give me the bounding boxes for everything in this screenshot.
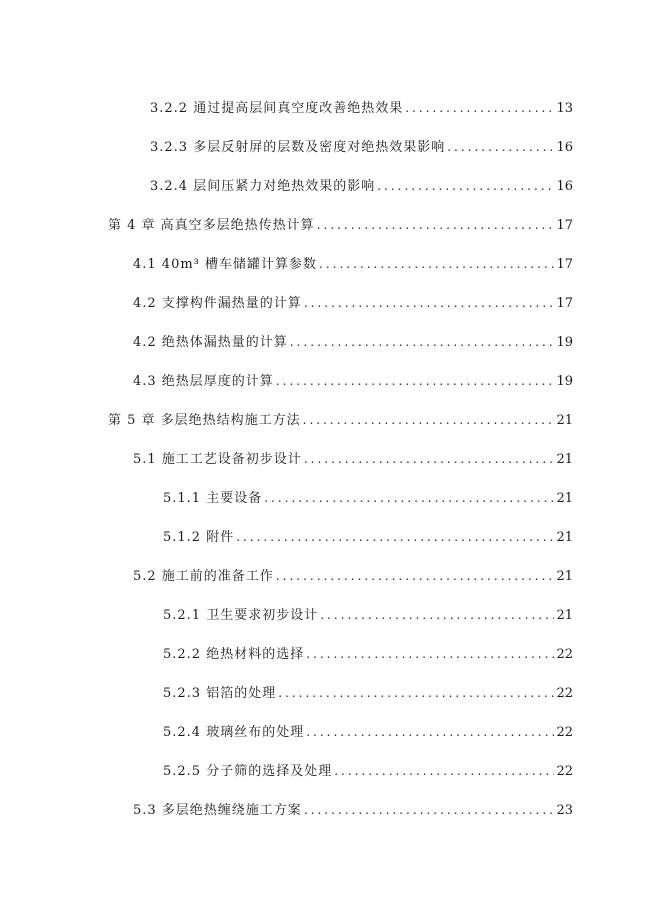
toc-entry-4-3[interactable] [133,372,573,391]
toc-leader-dots [317,216,555,234]
toc-label: 4.2 绝热体漏热量的计算 [133,335,288,350]
toc-entry-5-1-2[interactable] [163,528,573,547]
toc-leader-dots [278,684,554,702]
toc-page-number: 21 [556,413,573,428]
toc-entry-5-1[interactable] [133,450,573,469]
toc-page-number: 16 [556,140,573,155]
toc-leader-dots [236,528,554,546]
toc-page-number: 21 [556,569,573,584]
toc-label: 5.2.4 玻璃丝布的处理 [163,725,305,740]
toc-label: 3.2.3 多层反射屏的层数及密度对绝热效果影响 [150,140,446,155]
toc-label: 第 4 章 高真空多层绝热传热计算 [108,218,315,233]
toc-entry-5-2-3[interactable] [163,684,573,703]
toc-leader-dots [276,567,555,585]
toc-leader-dots [334,762,554,780]
toc-label: 4.2 支撑构件漏热量的计算 [133,296,302,311]
toc-page-number: 21 [556,608,573,623]
toc-page-number: 16 [556,179,573,194]
toc-leader-dots [405,99,554,117]
toc-leader-dots [290,333,555,351]
toc-leader-dots [306,723,554,741]
toc-label: 5.2.5 分子筛的选择及处理 [163,764,333,779]
toc-label: 5.1.1 主要设备 [163,491,263,506]
toc-page-number: 17 [556,218,573,233]
toc-leader-dots [320,606,554,624]
toc-label: 4.3 绝热层厚度的计算 [133,374,274,389]
toc-entry-chapter-5[interactable] [108,411,573,430]
toc-entry-5-3[interactable] [133,801,573,820]
toc-page-number: 21 [556,452,573,467]
toc-page-number: 19 [556,374,573,389]
toc-page-number: 22 [556,686,573,701]
toc-label: 5.2.3 铝箔的处理 [163,686,277,701]
toc-leader-dots [304,801,555,819]
toc-entry-chapter-4[interactable] [108,216,573,235]
toc-page-number: 23 [556,803,573,818]
toc-leader-dots [264,489,554,507]
toc-label: 5.1 施工工艺设备初步设计 [133,452,302,467]
toc-leader-dots [377,177,554,195]
toc-page-number: 21 [556,530,573,545]
toc-label: 5.3 多层绝热缠绕施工方案 [133,803,302,818]
toc-leader-dots [306,645,554,663]
toc-page-number: 22 [556,764,573,779]
toc-leader-dots [319,255,554,273]
toc-entry-5-2[interactable] [133,567,573,586]
toc-label: 3.2.2 通过提高层间真空度改善绝热效果 [150,101,404,116]
toc-leader-dots [304,294,555,312]
toc-page-number: 13 [556,101,573,116]
toc-entry-3-2-2[interactable] [150,99,573,118]
toc-leader-dots [276,372,555,390]
toc-label: 5.2.2 绝热材料的选择 [163,647,305,662]
toc-entry-3-2-4[interactable] [150,177,573,196]
toc-leader-dots [447,138,554,156]
toc-entry-4-2-insulation[interactable] [133,333,573,352]
toc-label: 5.2 施工前的准备工作 [133,569,274,584]
toc-entry-5-1-1[interactable] [163,489,573,508]
toc-entry-4-2-support[interactable] [133,294,573,313]
toc-page-number: 17 [556,257,573,272]
toc-leader-dots [304,450,555,468]
toc-entry-5-2-2[interactable] [163,645,573,664]
toc-page-number: 19 [556,335,573,350]
toc-label: 5.1.2 附件 [163,530,235,545]
toc-leader-dots [303,411,555,429]
toc-page-number: 22 [556,647,573,662]
toc-page-number: 17 [556,296,573,311]
toc-label: 4.1 40m³ 槽车储罐计算参数 [133,257,318,272]
toc-label: 5.2.1 卫生要求初步设计 [163,608,319,623]
toc-entry-5-2-5[interactable] [163,762,573,781]
toc-label: 第 5 章 多层绝热结构施工方法 [108,413,301,428]
toc-entry-5-2-4[interactable] [163,723,573,742]
toc-page-number: 22 [556,725,573,740]
toc-page-number: 21 [556,491,573,506]
toc-entry-3-2-3[interactable] [150,138,573,157]
toc-entry-5-2-1[interactable] [163,606,573,625]
toc-label: 3.2.4 层间压紧力对绝热效果的影响 [150,179,376,194]
toc-entry-4-1[interactable] [133,255,573,274]
